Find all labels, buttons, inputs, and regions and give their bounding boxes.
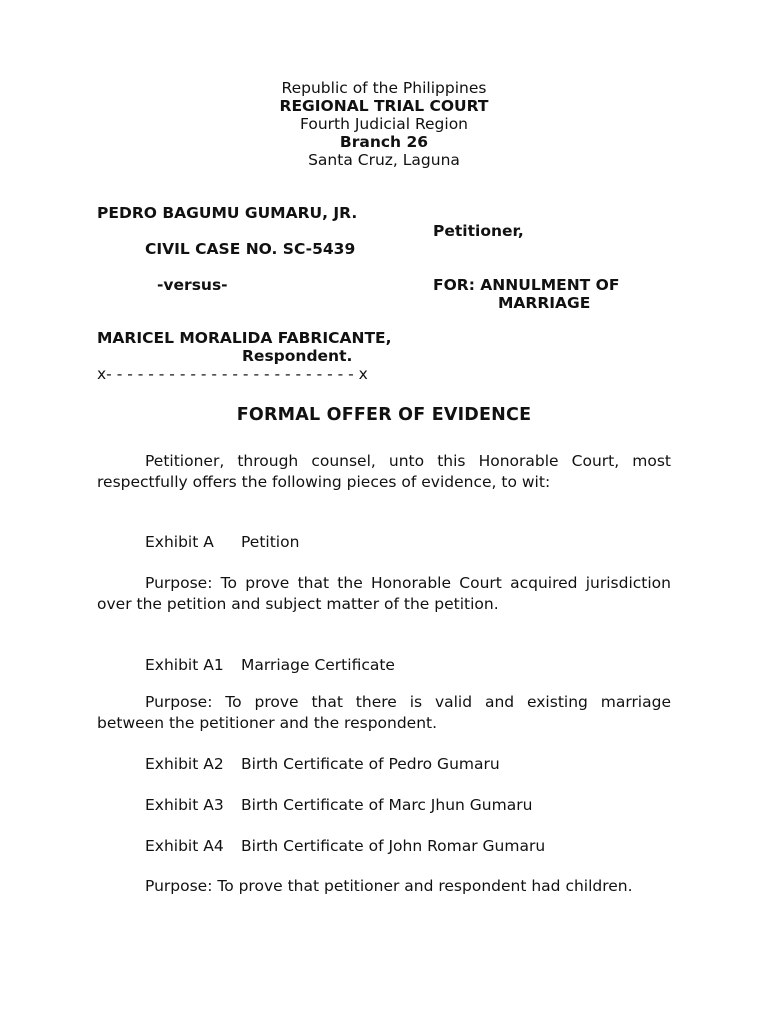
purpose-text: Purpose: To prove that petitioner and respondent had children.: [145, 877, 633, 895]
header-region: Fourth Judicial Region: [299, 115, 469, 133]
case-nature-label: FOR: ANNULMENT OF: [433, 276, 620, 294]
header-court: REGIONAL TRIAL COURT: [279, 97, 489, 115]
header-republic: Republic of the Philippines: [281, 79, 487, 97]
exhibit-label: Exhibit A3: [145, 796, 224, 814]
exhibit-item: [145, 533, 299, 551]
exhibit-item: [145, 837, 545, 855]
petitioner-label: Petitioner,: [433, 222, 524, 240]
petitioner-name: PEDRO BAGUMU GUMARU, JR.: [97, 204, 358, 222]
purpose-paragraph: [97, 573, 671, 614]
exhibit-item: [145, 656, 395, 674]
case-number: CIVIL CASE NO. SC-5439: [145, 240, 356, 258]
exhibit-label: Exhibit A4: [145, 837, 224, 855]
exhibit-item: [145, 755, 500, 773]
respondent-label: Respondent.: [242, 347, 353, 365]
intro-paragraph: [97, 451, 671, 492]
purpose-text: Purpose: To prove that the Honorable Court acquired jurisdiction over the petition and subject matter of the petition.: [97, 574, 671, 613]
purpose-text: Purpose: To prove that there is valid and existing marriage between the petitioner and the respondent.: [97, 693, 671, 732]
exhibit-label: Exhibit A1: [145, 656, 224, 674]
purpose-paragraph: [97, 692, 671, 733]
header-location: Santa Cruz, Laguna: [308, 151, 460, 169]
exhibit-label: Exhibit A: [145, 533, 214, 551]
caption-separator: x- - - - - - - - - - - - - - - - - - - - - - - - x: [97, 365, 368, 383]
exhibit-item: [145, 796, 532, 814]
exhibit-description: Birth Certificate of John Romar Gumaru: [241, 837, 546, 855]
exhibit-description: Birth Certificate of Pedro Gumaru: [241, 755, 500, 773]
versus-label: -versus-: [157, 276, 228, 294]
exhibit-description: Birth Certificate of Marc Jhun Gumaru: [241, 796, 533, 814]
purpose-paragraph: [97, 876, 671, 897]
respondent-name: MARICEL MORALIDA FABRICANTE,: [97, 329, 392, 347]
exhibit-label: Exhibit A2: [145, 755, 224, 773]
intro-text: Petitioner, through counsel, unto this Honorable Court, most respectfully offers the following pieces of evidence, to wit:: [97, 452, 671, 491]
exhibit-description: Petition: [241, 533, 300, 551]
header-branch: Branch 26: [339, 133, 429, 151]
document-title: FORMAL OFFER OF EVIDENCE: [236, 405, 532, 425]
exhibit-description: Marriage Certificate: [241, 656, 395, 674]
case-nature-label-2: MARRIAGE: [498, 294, 591, 312]
